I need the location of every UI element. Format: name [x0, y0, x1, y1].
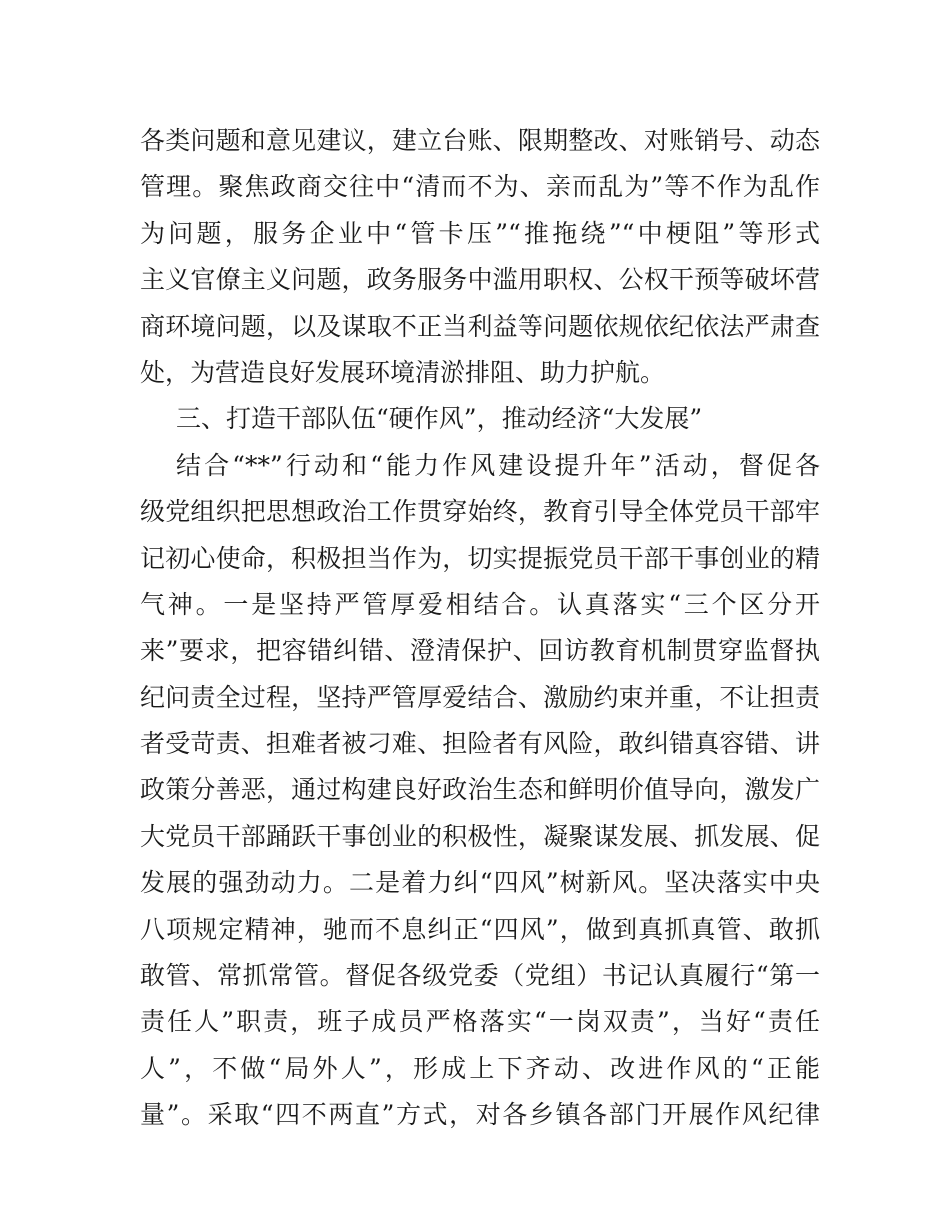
paragraph-line: 敢管、常抓常管。督促各级党委（党组）书记认真履行“第一: [140, 961, 820, 991]
paragraph-line: 处，为营造良好发展环境清淤排阻、助力护航。: [140, 357, 666, 387]
paragraph-line: 气神。一是坚持严管厚爱相结合。认真落实“三个区分开: [140, 589, 820, 619]
paragraph-line: 主义官僚主义问题，政务服务中滥用职权、公权干预等破坏营: [140, 265, 820, 295]
paragraph-1: [140, 118, 820, 396]
paragraph-line: 记初心使命，积极担当作为，切实提振党员干部干事创业的精: [140, 543, 820, 573]
section-heading: 三、打造干部队伍“硬作风”，推动经济“大发展”: [176, 404, 703, 434]
paragraph-line: 发展的强劲动力。二是着力纠“四风”树新风。坚决落实中央: [140, 868, 820, 898]
paragraph-line: 级党组织把思想政治工作贯穿始终，教育引导全体党员干部牢: [140, 497, 820, 527]
document-body: [140, 118, 820, 1139]
paragraph-2: [140, 443, 820, 1139]
paragraph-line: 结合“**”行动和“能力作风建设提升年”活动，督促各: [176, 450, 820, 480]
paragraph-line: 政策分善恶，通过构建良好政治生态和鲜明价值导向，激发广: [140, 775, 820, 805]
paragraph-line: 人”，不做“局外人”，形成上下齐动、改进作风的“正能: [140, 1053, 820, 1083]
paragraph-line: 各类问题和意见建议，建立台账、限期整改、对账销号、动态: [140, 126, 820, 155]
paragraph-line: 为问题，服务企业中“管卡压”“推拖绕”“中梗阻”等形式: [140, 218, 820, 248]
paragraph-line: 八项规定精神，驰而不息纠正“四风”，做到真抓真管、敢抓: [140, 914, 820, 944]
paragraph-line: 纪问责全过程，坚持严管厚爱结合、激励约束并重，不让担责: [140, 682, 820, 712]
paragraph-line: 来”要求，把容错纠错、澄清保护、回访教育机制贯穿监督执: [140, 636, 820, 666]
paragraph-line: 大党员干部踊跃干事创业的积极性，凝聚谋发展、抓发展、促: [140, 821, 820, 851]
paragraph-line: 责任人”职责，班子成员严格落实“一岗双责”，当好“责任: [140, 1007, 820, 1037]
paragraph-line: 者受苛责、担难者被刁难、担险者有风险，敢纠错真容错、讲: [140, 729, 820, 759]
paragraph-line: 管理。聚焦政商交往中“清而不为、亲而乱为”等不作为乱作: [140, 172, 820, 202]
paragraph-line: 量”。采取“四不两直”方式，对各乡镇各部门开展作风纪律: [140, 1100, 820, 1130]
paragraph-line: 商环境问题，以及谋取不正当利益等问题依规依纪依法严肃查: [140, 311, 820, 341]
